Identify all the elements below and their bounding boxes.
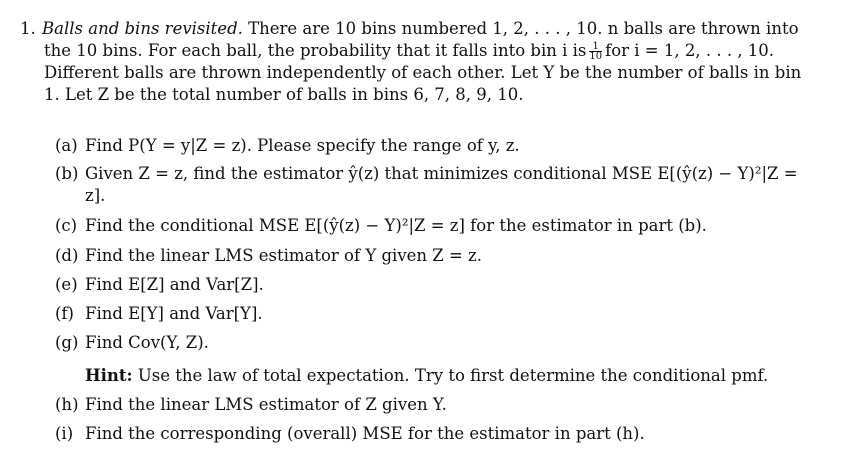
part-label: (c) bbox=[55, 216, 78, 235]
statement-line-2 bbox=[20, 40, 820, 62]
part-label: (e) bbox=[55, 275, 78, 294]
problem-statement bbox=[20, 18, 820, 106]
part-text: Given Z = z, find the estimator ŷ(z) that minimizes conditional MSE E[(ŷ(z) − Y)²|Z = bbox=[85, 164, 798, 183]
hint-label: Hint: bbox=[85, 366, 133, 385]
fraction-numerator: 1 bbox=[589, 42, 602, 52]
part-text: Find P(Y = y|Z = z). Please specify the range of y, z. bbox=[85, 136, 520, 155]
part-b bbox=[55, 164, 798, 183]
probability-fraction bbox=[589, 42, 602, 61]
part-c bbox=[55, 216, 707, 235]
part-d bbox=[55, 246, 482, 265]
part-g bbox=[55, 333, 209, 352]
part-text: Find E[Z] and Var[Z]. bbox=[85, 275, 264, 294]
hint-text: Use the law of total expectation. Try to first determine the conditional pmf. bbox=[137, 366, 769, 385]
part-label: (g) bbox=[55, 333, 79, 352]
part-label: (b) bbox=[55, 164, 79, 183]
part-text: Find the corresponding (overall) MSE for the estimator in part (h). bbox=[85, 424, 645, 443]
statement-line-4: 1. Let Z be the total number of balls in bins 6, 7, 8, 9, 10. bbox=[44, 85, 524, 104]
fraction-denominator: 10 bbox=[589, 51, 603, 62]
part-h bbox=[55, 395, 447, 414]
statement-line-2b: for i = 1, 2, . . . , 10. bbox=[605, 41, 775, 60]
part-text: Find Cov(Y, Z). bbox=[85, 333, 209, 352]
part-label: (h) bbox=[55, 395, 79, 414]
part-b-continued bbox=[55, 186, 106, 205]
part-i bbox=[55, 424, 645, 443]
hint-line bbox=[85, 366, 768, 385]
part-a bbox=[55, 136, 520, 155]
statement-line-2a: the 10 bins. For each ball, the probability that it falls into bin i is bbox=[44, 41, 587, 60]
problem-number: 1. bbox=[20, 19, 36, 38]
part-f bbox=[55, 304, 263, 323]
statement-line-3: Different balls are thrown independently of each other. Let Y be the number of balls in bin bbox=[44, 63, 802, 82]
part-text-continued: z]. bbox=[85, 186, 106, 205]
part-label: (d) bbox=[55, 246, 79, 265]
problem-title: Balls and bins revisited. bbox=[42, 19, 243, 38]
part-label: (i) bbox=[55, 424, 74, 443]
part-text: Find E[Y] and Var[Y]. bbox=[85, 304, 263, 323]
part-e bbox=[55, 275, 264, 294]
part-text: Find the linear LMS estimator of Z given Y. bbox=[85, 395, 447, 414]
part-label: (f) bbox=[55, 304, 74, 323]
part-text: Find the conditional MSE E[(ŷ(z) − Y)²|Z = z] for the estimator in part (b). bbox=[85, 216, 707, 235]
statement-line-1 bbox=[20, 18, 820, 40]
statement-line-1-rest: There are 10 bins numbered 1, 2, . . . , 10. n balls are thrown into bbox=[248, 19, 799, 38]
part-text: Find the linear LMS estimator of Y given Z = z. bbox=[85, 246, 482, 265]
part-label: (a) bbox=[55, 136, 78, 155]
